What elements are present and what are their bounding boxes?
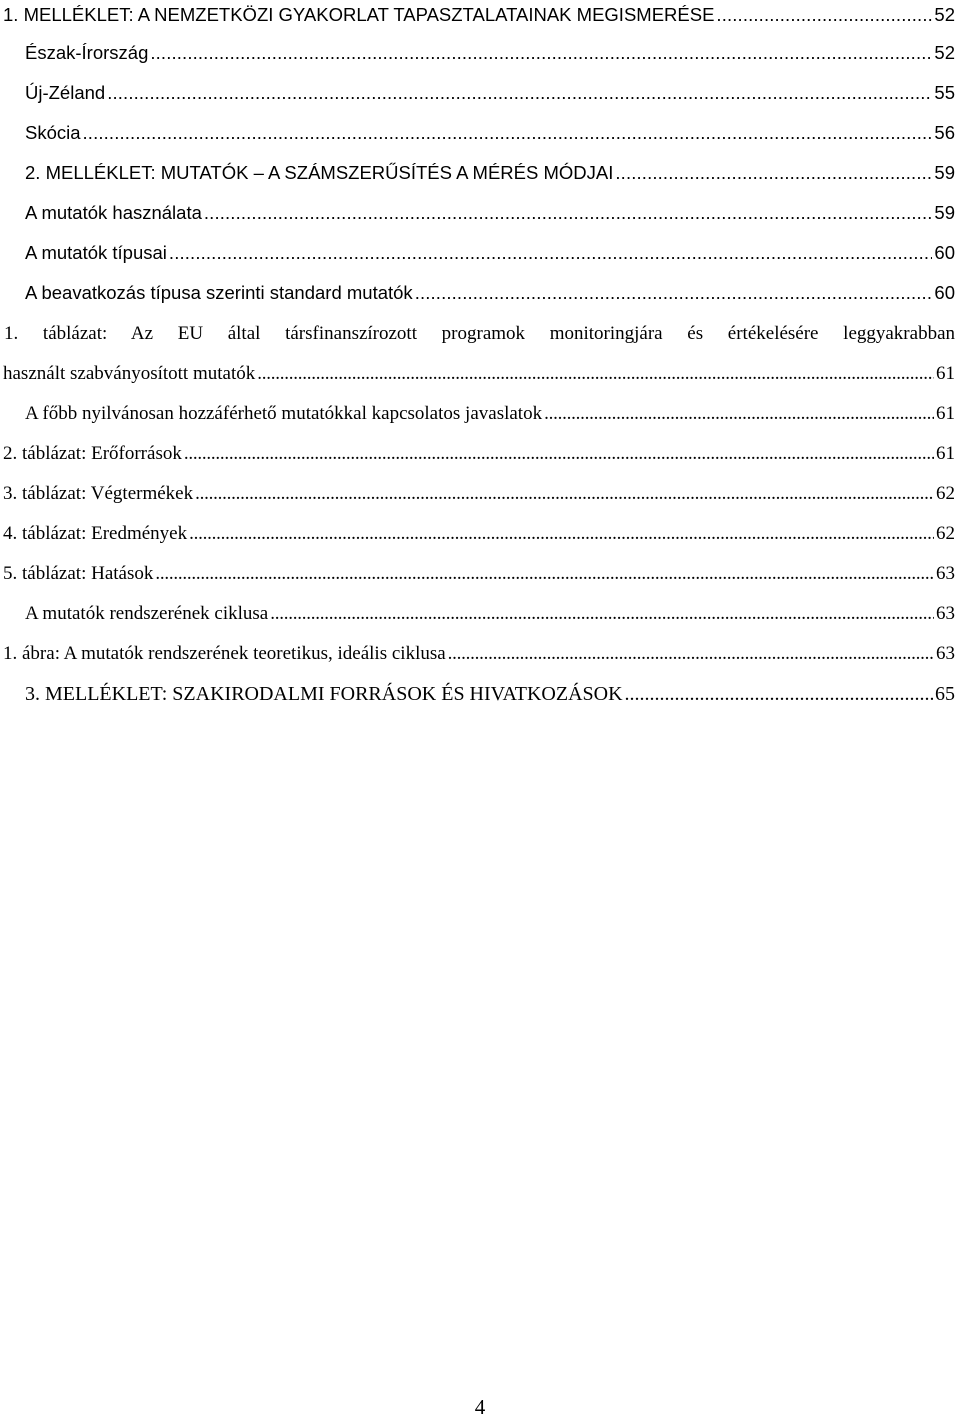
toc-entry-label: A mutatók típusai [25,242,167,263]
toc-entry-label-line-1: 1. táblázat: Az EU által társfinanszírozott programok monitoringjára és értékelésére leggyakrabban [4,323,955,344]
toc-entry-figure-1[interactable] [3,641,955,667]
toc-leader-dots [716,2,932,28]
toc-entry-table-5[interactable] [3,561,955,587]
toc-leader-dots [625,681,933,707]
toc-entry-table-2[interactable] [3,441,955,467]
toc-entry-label: használt szabványosított mutatók [3,363,256,384]
toc-entry-label: 2. táblázat: Erőforrások [3,443,182,464]
toc-entry-page: 55 [934,82,955,103]
toc-leader-dots [615,160,932,186]
toc-entry-label: 2. MELLÉKLET: MUTATÓK – A SZÁMSZERŰSÍTÉS A MÉRÉS MÓDJAI [25,162,614,183]
toc-leader-dots [257,361,934,387]
toc-entry-table-1[interactable] [3,361,955,387]
toc-entry-page: 60 [934,242,955,263]
toc-entry-label: Új-Zéland [25,82,106,103]
toc-entry-label: 1. ábra: A mutatók rendszerének teoretikus, ideális ciklusa [3,643,446,664]
toc-entry-label: Észak-Írország [25,42,149,63]
toc-entry-indicator-cycle[interactable] [25,601,955,627]
toc-entry-annex-2[interactable] [25,160,955,186]
toc-leader-dots [155,561,934,587]
toc-entry-label: A mutatók használata [25,202,202,223]
toc-leader-dots [544,401,934,427]
toc-entry-standard-indicators[interactable] [25,280,955,306]
toc-entry-indicator-types[interactable] [25,240,955,266]
toc-entry-label: A főbb nyilvánosan hozzáférhető mutatókkal kapcsolatos javaslatok [25,403,543,424]
toc-entry-label: 3. MELLÉKLET: SZAKIRODALMI FORRÁSOK ÉS HIVATKOZÁSOK [25,683,623,705]
toc-leader-dots [195,481,934,507]
toc-leader-dots [204,200,933,226]
toc-entry-page: 61 [936,403,955,424]
toc-leader-dots [270,601,934,627]
toc-entry-indicator-use[interactable] [25,200,955,226]
toc-entry-page: 56 [934,122,955,143]
toc-entry-page: 59 [934,202,955,223]
toc-entry-page: 61 [936,443,955,464]
toc-entry-northern-ireland[interactable] [25,40,955,66]
toc-entry-page: 62 [936,483,955,504]
toc-leader-dots [448,641,934,667]
toc-entry-page: 63 [936,603,955,624]
toc-entry-label: 4. táblázat: Eredmények [3,523,188,544]
toc-entry-page: 63 [936,643,955,664]
toc-entry-page: 52 [934,42,955,63]
toc-leader-dots [169,240,933,266]
toc-entry-page: 65 [935,683,955,705]
toc-leader-dots [415,280,933,306]
toc-entry-label: 5. táblázat: Hatások [3,563,154,584]
toc-entry-page: 62 [936,523,955,544]
toc-entry-label: 3. táblázat: Végtermékek [3,483,194,504]
toc-entry-page: 60 [934,282,955,303]
toc-entry-page: 63 [936,563,955,584]
toc-leader-dots [107,80,932,106]
toc-entry-table-4[interactable] [3,521,955,547]
toc-entry-new-zealand[interactable] [25,80,955,106]
toc-entry-table-3[interactable] [3,481,955,507]
toc-leader-dots [189,521,934,547]
toc-entry-page: 52 [934,4,955,25]
toc-entry-annex-3[interactable] [25,681,955,707]
toc-entry-scotland[interactable] [25,120,955,146]
toc-entry-label: Skócia [25,122,81,143]
toc-entry-label: A beavatkozás típusa szerinti standard mutatók [25,282,413,303]
toc-leader-dots [83,120,933,146]
toc-entry-page: 61 [936,363,955,384]
toc-entry-label: 1. MELLÉKLET: A NEMZETKÖZI GYAKORLAT TAPASZTALATAINAK MEGISMERÉSE [3,4,715,25]
toc-entry-label: A mutatók rendszerének ciklusa [25,603,269,624]
toc-entry-page: 59 [934,162,955,183]
toc-entry-public-indicators[interactable] [25,401,955,427]
toc-leader-dots [150,40,932,66]
toc-entry-annex-1[interactable] [3,2,955,28]
toc-entry-table-1-line-1[interactable] [4,321,955,347]
toc-leader-dots [184,441,934,467]
page-number: 4 [474,1395,486,1419]
